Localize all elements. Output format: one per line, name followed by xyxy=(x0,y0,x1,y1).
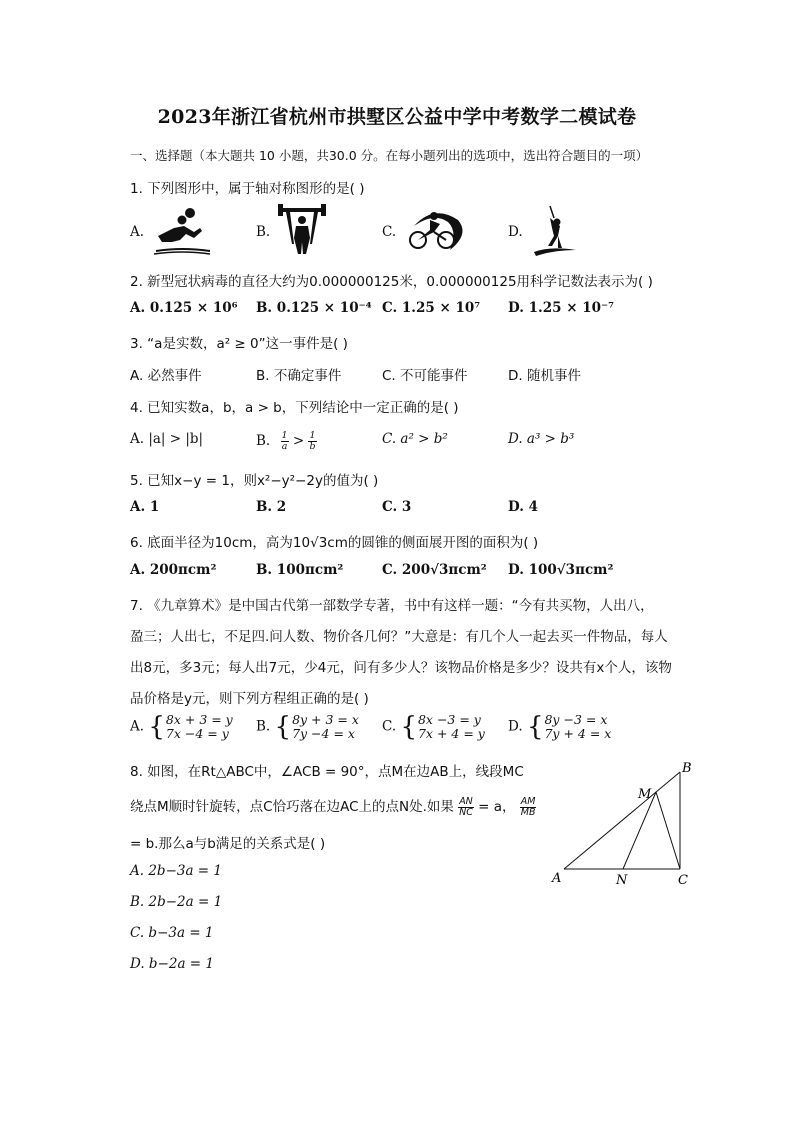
q1-option-c-label: C. xyxy=(382,224,397,240)
q2-option-b: B. 0.125 × 10⁻⁴ xyxy=(256,300,372,316)
q2-option-d: D. 1.25 × 10⁻⁷ xyxy=(508,300,615,316)
question-1-stem: 1. 下列图形中，属于轴对称图形的是( ) xyxy=(130,181,365,197)
question-7-line-3: 出8元，多3元；每人出7元，少4元，问有多少人？该物品价格是多少？设共有x个人，该物 xyxy=(130,660,672,676)
q5-option-d: D. 4 xyxy=(508,499,539,515)
q4-option-a: A. |a| > |b| xyxy=(130,431,204,447)
q8-option-a: A. 2b−3a = 1 xyxy=(130,863,222,879)
q3-option-c: C. 不可能事件 xyxy=(382,368,468,384)
q4-fraction-1: $\frac{1}{a}$ xyxy=(281,430,288,452)
q1-option-a-label: A. xyxy=(130,224,145,240)
vertex-label-c: C xyxy=(678,873,688,888)
cyclist-icon xyxy=(404,206,466,256)
segment-mn xyxy=(623,792,656,869)
vertex-label-a: A xyxy=(552,871,562,886)
q7-option-d: D. { 8y −3 = x 7y + 4 = x xyxy=(508,712,612,742)
question-8-line-1: 8. 如图，在Rt△ABC中，∠ACB = 90°，点M在边AB上，线段MC xyxy=(130,764,524,780)
question-7-line-4: 品价格是y元，则下列方程组正确的是( ) xyxy=(130,691,369,707)
q5-option-c: C. 3 xyxy=(382,499,412,515)
vertex-label-b: B xyxy=(682,761,692,776)
question-7-line-2: 盈三；人出七，不足四.问人数、物价各几何？”大意是：有几个人一起去买一件物品，每人 xyxy=(130,629,668,645)
q3-option-b: B. 不确定事件 xyxy=(256,368,342,384)
q1-option-b-label: B. xyxy=(256,224,271,240)
question-4-stem: 4. 已知实数a，b，a > b，下列结论中一定正确的是( ) xyxy=(130,400,459,416)
q6-option-c: C. 200√3πcm² xyxy=(382,562,487,578)
question-8-line-3: = b.那么a与b满足的关系式是( ) xyxy=(130,836,326,852)
vertex-label-n: N xyxy=(616,873,628,888)
q8-option-d: D. b−2a = 1 xyxy=(130,956,214,972)
q6-option-d: D. 100√3πcm² xyxy=(508,562,614,578)
question-6-stem: 6. 底面半径为10cm，高为10√3cm的圆锥的侧面展开图的面积为( ) xyxy=(130,535,539,551)
q1-option-d-label: D. xyxy=(508,224,523,240)
q7-option-c: C. { 8x −3 = y 7x + 4 = y xyxy=(382,712,485,742)
q2-option-a: A. 0.125 × 10⁶ xyxy=(130,300,238,316)
question-5-stem: 5. 已知x−y = 1，则x²−y²−2y的值为( ) xyxy=(130,473,379,489)
triangle-figure xyxy=(548,758,698,888)
q6-option-b: B. 100πcm² xyxy=(256,562,344,578)
q5-option-b: B. 2 xyxy=(256,499,287,515)
weightlifter-icon xyxy=(278,204,326,256)
q7-option-a: A. { 8x + 3 = y 7x −4 = y xyxy=(130,712,233,742)
q3-option-d: D. 随机事件 xyxy=(508,368,581,384)
q2-option-c: C. 1.25 × 10⁷ xyxy=(382,300,481,316)
q4-option-b: B. $\frac{1}{a}$ > $\frac{1}{b}$ xyxy=(256,430,316,452)
q4-option-d: D. a³ > b³ xyxy=(508,431,575,447)
segment-ab xyxy=(564,772,680,869)
page-title: 2023年浙江省杭州市拱墅区公益中学中考数学二模试卷 xyxy=(157,106,637,128)
q4-option-b-label: B. xyxy=(256,433,271,449)
q6-option-a: A. 200πcm² xyxy=(130,562,217,578)
q7-option-b: B. { 8y + 3 = x 7y −4 = x xyxy=(256,712,359,742)
q8-option-b: B. 2b−2a = 1 xyxy=(130,894,223,910)
section-heading: 一、选择题（本大题共 10 小题，共30.0 分。在每小题列出的选项中，选出符合题目的一项） xyxy=(130,148,649,163)
question-2-stem: 2. 新型冠状病毒的直径大约为0.000000125米，0.000000125用科学记数法表示为( ) xyxy=(130,274,653,290)
vertex-label-m: M xyxy=(638,787,652,802)
q8-fraction-am-mb: $\frac{AM}{MB}$ xyxy=(520,795,536,818)
golfer-icon xyxy=(530,204,580,258)
question-8-line-2: 绕点M顺时针旋转，点C恰巧落在边AC上的点N处.如果 $\frac{AN}{NC}$ = a， $\frac{AM}{MB}$ xyxy=(130,795,536,818)
segment-mc xyxy=(656,792,680,869)
q4-option-c: C. a² > b² xyxy=(382,431,448,447)
volleyball-player-icon xyxy=(152,206,212,256)
question-3-stem: 3. “a是实数，a² ≥ 0”这一事件是( ) xyxy=(130,336,348,352)
q8-fraction-an-nc: $\frac{AN}{NC}$ xyxy=(459,795,473,818)
q8-option-c: C. b−3a = 1 xyxy=(130,925,214,941)
question-7-line-1: 7. 《九章算术》是中国古代第一部数学专著，书中有这样一题：“今有共买物，人出八， xyxy=(130,598,654,614)
q3-option-a: A. 必然事件 xyxy=(130,368,202,384)
q4-fraction-2: $\frac{1}{b}$ xyxy=(309,430,316,452)
q5-option-a: A. 1 xyxy=(130,499,160,515)
